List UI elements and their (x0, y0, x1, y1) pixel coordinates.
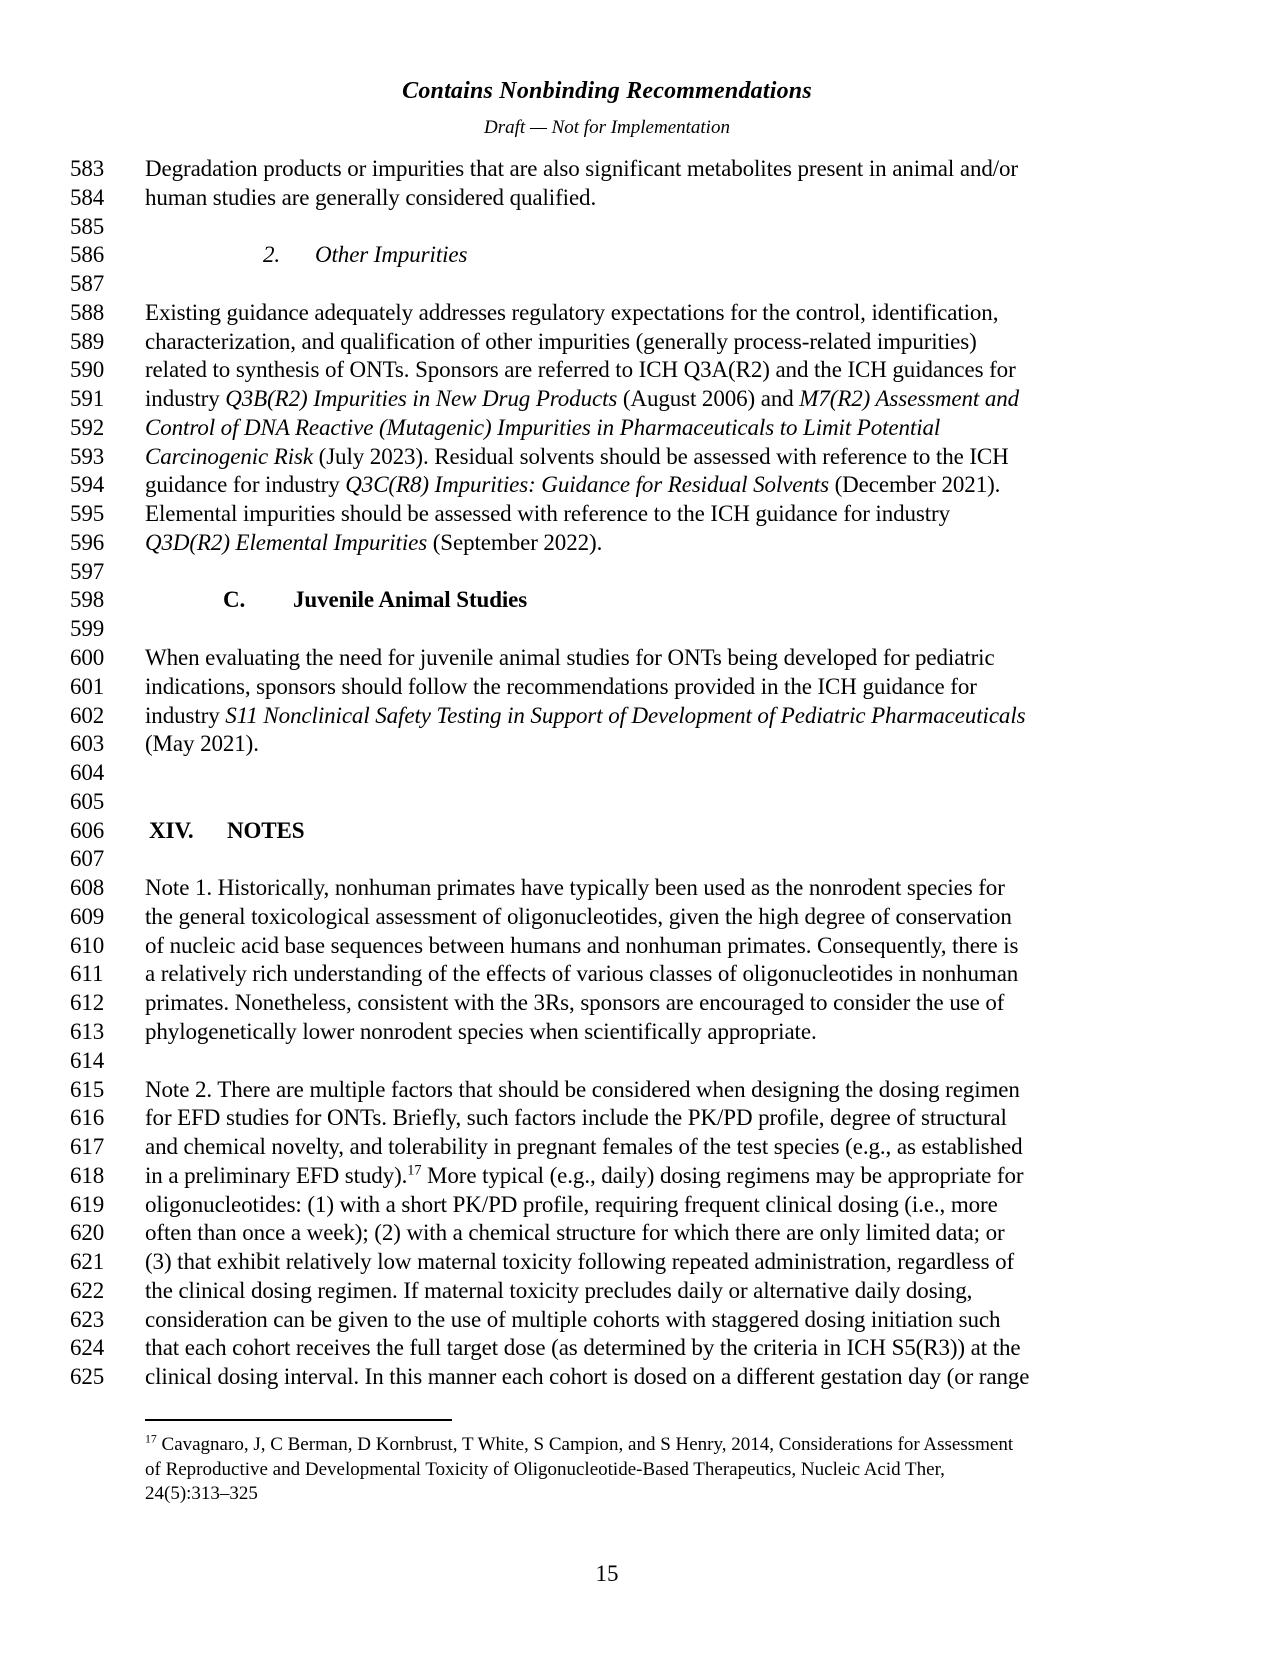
text-segment: Control of DNA Reactive (Mutagenic) Impurities in Pharmaceuticals to Limit Potential (145, 414, 941, 440)
text-segment: the general toxicological assessment of oligonucleotides, given the high degree of conservation (145, 903, 1012, 929)
line-number: 611 (70, 961, 104, 987)
document-line (0, 1277, 1280, 1306)
footnote-separator (145, 1419, 452, 1421)
text-segment: and chemical novelty, and tolerability in pregnant females of the test species (e.g., as established (145, 1134, 1023, 1160)
document-line (0, 903, 1280, 932)
line-text (145, 644, 995, 673)
line-number: 605 (70, 788, 105, 814)
document-line (0, 328, 1280, 357)
line-text (145, 1363, 1029, 1392)
line-number: 621 (70, 1249, 105, 1275)
header-title: Contains Nonbinding Recommendations (402, 78, 812, 104)
document-line (0, 1104, 1280, 1133)
line-number: 614 (70, 1047, 105, 1073)
text-segment: consideration can be given to the use of multiple cohorts with staggered dosing initiation such (145, 1306, 1001, 1332)
line-number: 590 (70, 357, 105, 383)
line-number: 584 (70, 184, 105, 210)
text-segment: Q3C(R8) Impurities: Guidance for Residual Solvents (345, 472, 829, 498)
text-segment: (December 2021). (828, 472, 1001, 498)
line-number: 599 (70, 616, 105, 642)
document-line (0, 1133, 1280, 1162)
line-number: 589 (70, 328, 105, 354)
line-number: 601 (70, 673, 105, 699)
page-number: 15 (595, 1561, 619, 1586)
document-line (0, 989, 1280, 1018)
document-line (0, 1248, 1280, 1277)
line-text (145, 1248, 1014, 1277)
footnote-line (145, 1433, 1145, 1458)
document-line (0, 874, 1280, 903)
line-text (145, 471, 1000, 500)
document-line (0, 644, 1280, 673)
document-line (0, 1018, 1280, 1047)
line-text (145, 989, 1004, 1018)
text-segment: When evaluating the need for juvenile animal studies for ONTs being developed for pediatric (145, 645, 995, 671)
text-segment: of nucleic acid base sequences between humans and nonhuman primates. Consequently, there is (145, 932, 1019, 958)
text-segment: C. (223, 587, 246, 613)
line-number: 596 (70, 529, 105, 555)
document-line (0, 1306, 1280, 1335)
line-number: 593 (70, 443, 105, 469)
line-text (145, 241, 467, 270)
line-number: 616 (70, 1105, 105, 1131)
line-text (145, 1219, 1005, 1248)
document-line (0, 1191, 1280, 1220)
document-line (0, 471, 1280, 500)
document-line (0, 702, 1280, 731)
footnote-line (145, 1458, 1145, 1483)
text-segment: 2. (263, 242, 281, 268)
text-segment: Q3B(R2) Impurities in New Drug Products (225, 386, 618, 412)
document-line (0, 558, 1280, 587)
text-segment: (August 2006) and (617, 386, 800, 412)
text-segment: Carcinogenic Risk (145, 443, 313, 469)
text-segment: for EFD studies for ONTs. Briefly, such factors include the PK/PD profile, degree of structural (145, 1105, 1007, 1131)
document-line (0, 759, 1280, 788)
document-line (0, 529, 1280, 558)
line-number: 604 (70, 760, 105, 786)
text-segment: Cavagnaro, J, C Berman, D Kornbrust, T White, S Campion, and S Henry, 2014, Considerations for Assessment (156, 1434, 1014, 1455)
text-segment: that each cohort receives the full target dose (as determined by the criteria in ICH S5(R3)) at the (145, 1335, 1021, 1361)
document-line (0, 299, 1280, 328)
document-line (0, 960, 1280, 989)
text-segment: (September 2022). (427, 529, 603, 555)
text-segment: XIV. (149, 817, 194, 843)
line-text (145, 673, 977, 702)
line-text (145, 817, 304, 846)
footnote-line (145, 1482, 1145, 1507)
line-text (145, 299, 998, 328)
line-number: 623 (70, 1306, 105, 1332)
text-segment: Juvenile Animal Studies (293, 587, 528, 613)
line-text (145, 184, 596, 213)
text-segment: the clinical dosing regimen. If maternal toxicity precludes daily or alternative daily dosing, (145, 1277, 973, 1303)
line-number: 615 (70, 1076, 105, 1102)
line-text (145, 1334, 1021, 1363)
line-number: 612 (70, 990, 105, 1016)
text-segment: primates. Nonetheless, consistent with the 3Rs, sponsors are encouraged to consider the use of (145, 990, 1005, 1016)
text-segment: industry (145, 386, 226, 412)
header-subtitle: Draft — Not for Implementation (484, 117, 730, 138)
text-segment: a relatively rich understanding of the effects of various classes of oligonucleotides in nonhuman (145, 961, 1019, 987)
text-segment: Elemental impurities should be assessed with reference to the ICH guidance for industry (145, 501, 951, 527)
line-number: 597 (70, 558, 105, 584)
line-number: 583 (70, 156, 105, 181)
document-line (0, 788, 1280, 817)
document-line (0, 1047, 1280, 1076)
line-text (145, 1133, 1023, 1162)
line-text (145, 443, 1009, 472)
footnote (145, 1433, 1145, 1507)
document-line (0, 1363, 1280, 1392)
line-number: 613 (70, 1018, 105, 1044)
line-text (145, 155, 1018, 184)
document-line (0, 1162, 1280, 1191)
text-segment: Note 2. There are multiple factors that should be considered when designing the dosing regimen (145, 1076, 1020, 1102)
line-text (145, 730, 259, 759)
line-text (145, 385, 1019, 414)
text-segment: Degradation products or impurities that are also significant metabolites present in animal and/or (145, 156, 1018, 181)
text-segment: of Reproductive and Developmental Toxicity of Oligonucleotide-Based Therapeutics, Nucleic Acid Ther, (145, 1458, 945, 1480)
line-number: 617 (70, 1134, 105, 1160)
line-number: 592 (70, 414, 105, 440)
text-segment: characterization, and qualification of other impurities (generally process-related impurities) (145, 328, 977, 354)
line-text (145, 903, 1012, 932)
line-text (145, 1076, 1020, 1105)
line-number: 620 (70, 1220, 105, 1246)
text-segment: S11 Nonclinical Safety Testing in Support of Development of Pediatric Pharmaceuticals (225, 702, 1026, 728)
document-line (0, 932, 1280, 961)
line-number: 588 (70, 299, 105, 325)
document-body (0, 155, 1280, 1392)
text-segment: Note 1. Historically, nonhuman primates have typically been used as the nonrodent species for (145, 875, 1005, 901)
text-segment: Existing guidance adequately addresses regulatory expectations for the control, identification, (145, 299, 999, 325)
document-line (0, 1334, 1280, 1363)
line-number: 603 (70, 731, 105, 757)
line-text (145, 960, 1018, 989)
line-text (145, 1018, 817, 1047)
line-text (145, 328, 977, 357)
text-segment: (3) that exhibit relatively low maternal toxicity following repeated administration, regardless of (145, 1249, 1015, 1275)
text-segment: in a preliminary EFD study). (145, 1162, 408, 1188)
line-text (145, 529, 602, 558)
document-line (0, 586, 1280, 615)
line-text (145, 414, 940, 443)
document-line (0, 385, 1280, 414)
line-number: 594 (70, 472, 105, 498)
document-line (0, 356, 1280, 385)
line-text (145, 932, 1018, 961)
line-number: 606 (70, 817, 105, 843)
document-line (0, 615, 1280, 644)
text-segment: industry (145, 702, 226, 728)
line-text (145, 356, 1016, 385)
document-line (0, 443, 1280, 472)
text-segment: indications, sponsors should follow the recommendations provided in the ICH guidance for (145, 673, 977, 699)
text-segment: phylogenetically lower nonrodent species when scientifically appropriate. (145, 1018, 817, 1044)
line-number: 587 (70, 271, 105, 297)
document-line (0, 673, 1280, 702)
document-line (0, 1219, 1280, 1248)
text-segment: 24(5):313–325 (145, 1483, 258, 1505)
text-segment: 17 (407, 1162, 422, 1179)
line-number: 610 (70, 932, 105, 958)
document-line (0, 500, 1280, 529)
text-segment: 17 (145, 1432, 157, 1446)
text-segment: M7(R2) Assessment and (799, 386, 1020, 412)
line-number: 618 (70, 1162, 105, 1188)
text-segment: Other Impurities (315, 242, 468, 268)
text-segment: guidance for industry (145, 472, 346, 498)
text-segment: human studies are generally considered qualified. (145, 184, 597, 210)
line-text (145, 1191, 998, 1220)
line-text (145, 702, 1025, 731)
line-number: 619 (70, 1191, 105, 1217)
document-line (0, 184, 1280, 213)
line-number: 622 (70, 1277, 105, 1303)
document-line (0, 155, 1280, 184)
document-line (0, 730, 1280, 759)
line-number: 598 (70, 587, 105, 613)
document-line (0, 241, 1280, 270)
text-segment: related to synthesis of ONTs. Sponsors are referred to ICH Q3A(R2) and the ICH guidances for (145, 357, 1016, 383)
line-text (145, 500, 950, 529)
line-number: 624 (70, 1335, 105, 1361)
line-number: 608 (70, 875, 105, 901)
line-number: 607 (70, 846, 105, 872)
document-line (0, 845, 1280, 874)
text-segment: More typical (e.g., daily) dosing regimens may be appropriate for (421, 1162, 1024, 1188)
line-number: 625 (70, 1364, 105, 1390)
line-number: 609 (70, 903, 105, 929)
document-line (0, 1076, 1280, 1105)
line-number: 586 (70, 242, 105, 268)
text-segment: often than once a week); (2) with a chemical structure for which there are only limited data; or (145, 1220, 1005, 1246)
line-number: 585 (70, 213, 105, 239)
line-text (145, 1162, 1023, 1191)
document-line (0, 270, 1280, 299)
line-text (145, 874, 1005, 903)
text-segment: NOTES (227, 817, 305, 843)
document-line (0, 213, 1280, 242)
line-number: 600 (70, 645, 105, 671)
text-segment: (July 2023). Residual solvents should be assessed with reference to the ICH (313, 443, 1009, 469)
text-segment: (May 2021). (145, 731, 259, 757)
text-segment: clinical dosing interval. In this manner each cohort is dosed on a different gestation day (or range (145, 1364, 1030, 1390)
text-segment: oligonucleotides: (1) with a short PK/PD profile, requiring frequent clinical dosing (i.e., more (145, 1191, 998, 1217)
line-number: 591 (70, 386, 105, 412)
line-text (145, 586, 527, 615)
line-text (145, 1277, 972, 1306)
line-number: 602 (70, 702, 105, 728)
line-text (145, 1104, 1007, 1133)
line-text (145, 1306, 1000, 1335)
text-segment: Q3D(R2) Elemental Impurities (145, 529, 428, 555)
document-line (0, 817, 1280, 846)
document-line (0, 414, 1280, 443)
line-number: 595 (70, 501, 105, 527)
